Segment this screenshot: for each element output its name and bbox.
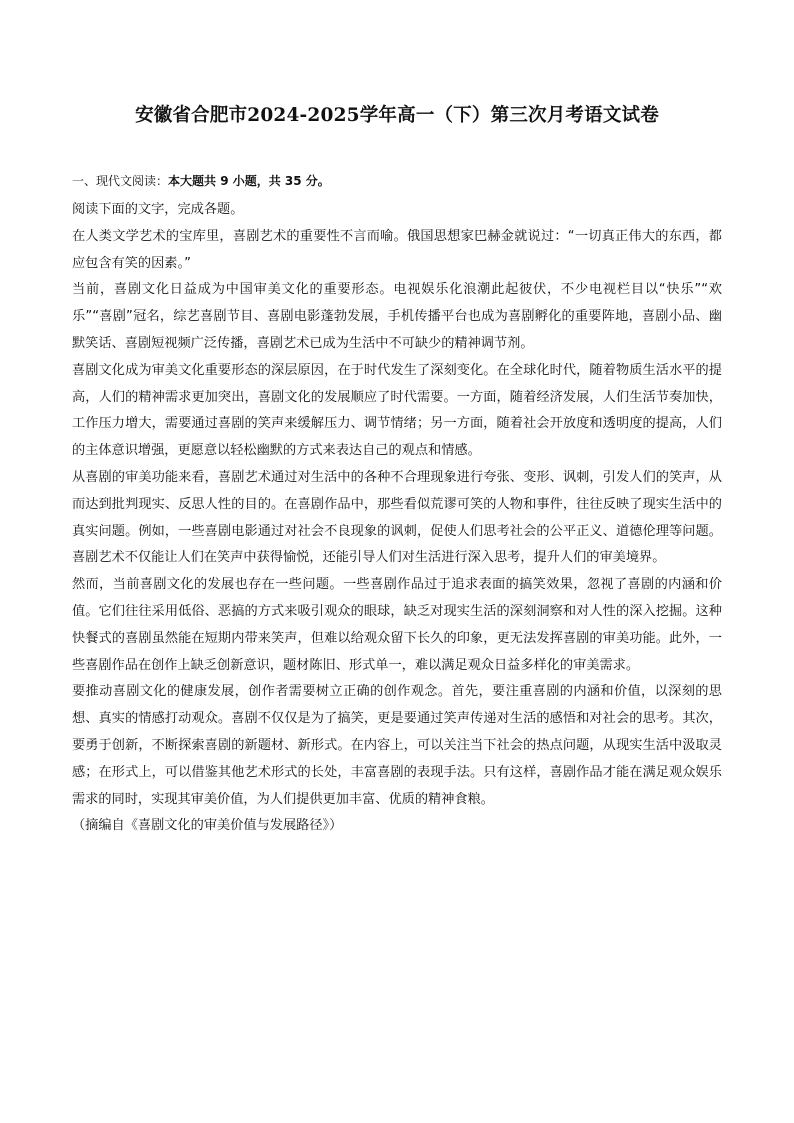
passage-source: （摘编自《喜剧文化的审美价值与发展路径》）	[72, 818, 343, 834]
reading-instruction: 阅读下面的文字，完成各题。	[72, 202, 244, 217]
passage-paragraph-5: 然而，当前喜剧文化的发展也存在一些问题。一些喜剧作品过于追求表面的搞笑效果，忽视了喜剧的内涵和价值。它们往往采用低俗、恶搞的方式来吸引观众的眼球，缺乏对现实生活的深刻洞察和对人性的深入挖掘。这种快餐式的喜剧虽然能在短期内带来笑声，但难以给观众留下长久的印象，更无法发挥喜剧的审美功能。此外，一些喜剧作品在创作上缺乏创新意识，题材陈旧、形式单一，难以满足观众日益多样化的审美需求。	[72, 577, 722, 673]
passage-paragraph-3: 喜剧文化成为审美文化重要形态的深层原因，在于时代发生了深刻变化。在全球化时代，随着物质生活水平的提高，人们的精神需求更加突出，喜剧文化的发展顺应了时代需要。一方面，随着经济发展，人们生活节奏加快，工作压力增大，需要通过喜剧的笑声来缓解压力、调节情绪；另一方面，随着社会开放度和透明度的提高，人们的主体意识增强，更愿意以轻松幽默的方式来表达自己的观点和情感。	[72, 362, 722, 459]
passage-paragraph-1: 在人类文学艺术的宝库里，喜剧艺术的重要性不言而喻。俄国思想家巴赫金就说过：“一切真正伟大的东西，都应包含有笑的因素。”	[72, 228, 722, 271]
passage-paragraph-4: 从喜剧的审美功能来看，喜剧艺术通过对生活中的各种不合理现象进行夸张、变形、讽刺，引发人们的笑声，从而达到批判现实、反思人性的目的。在喜剧作品中，那些看似荒谬可笑的人物和事件，往往反映了现实生活中的真实问题。例如，一些喜剧电影通过对社会不良现象的讽刺，促使人们思考社会的公平正义、道德伦理等问题。喜剧艺术不仅能让人们在笑声中获得愉悦，还能引导人们对生活进行深入思考，提升人们的审美境界。	[72, 469, 722, 566]
exam-title: 安徽省合肥市2024-2025学年高一（下）第三次月考语文试卷	[135, 105, 659, 126]
passage-paragraph-2: 当前，喜剧文化日益成为中国审美文化的重要形态。电视娱乐化浪潮此起彼伏，不少电视栏目以“快乐”“欢乐”“喜剧”冠名，综艺喜剧节目、喜剧电影蓬勃发展，手机传播平台也成为喜剧孵化的重要阵地，喜剧小品、幽默笑话、喜剧短视频广泛传播，喜剧艺术已成为生活中不可缺少的精神调节剂。	[72, 282, 722, 351]
section-heading	[72, 170, 722, 192]
section-heading-prefix: 一、现代文阅读：	[72, 174, 169, 188]
passage-paragraph-6: 要推动喜剧文化的健康发展，创作者需要树立正确的创作观念。首先，要注重喜剧的内涵和价值，以深刻的思想、真实的情感打动观众。喜剧不仅仅是为了搞笑，更是要通过笑声传递对生活的感悟和对社会的思考。其次，要勇于创新，不断探索喜剧的新题材、新形式。在内容上，可以关注当下社会的热点问题，从现实生活中汲取灵感；在形式上，可以借鉴其他艺术形式的长处，丰富喜剧的表现手法。只有这样，喜剧作品才能在满足观众娱乐需求的同时，实现其审美价值，为人们提供更加丰富、优质的精神食粮。	[72, 684, 722, 807]
section-heading-detail: 本大题共 9 小题，共 35 分。	[168, 174, 330, 188]
